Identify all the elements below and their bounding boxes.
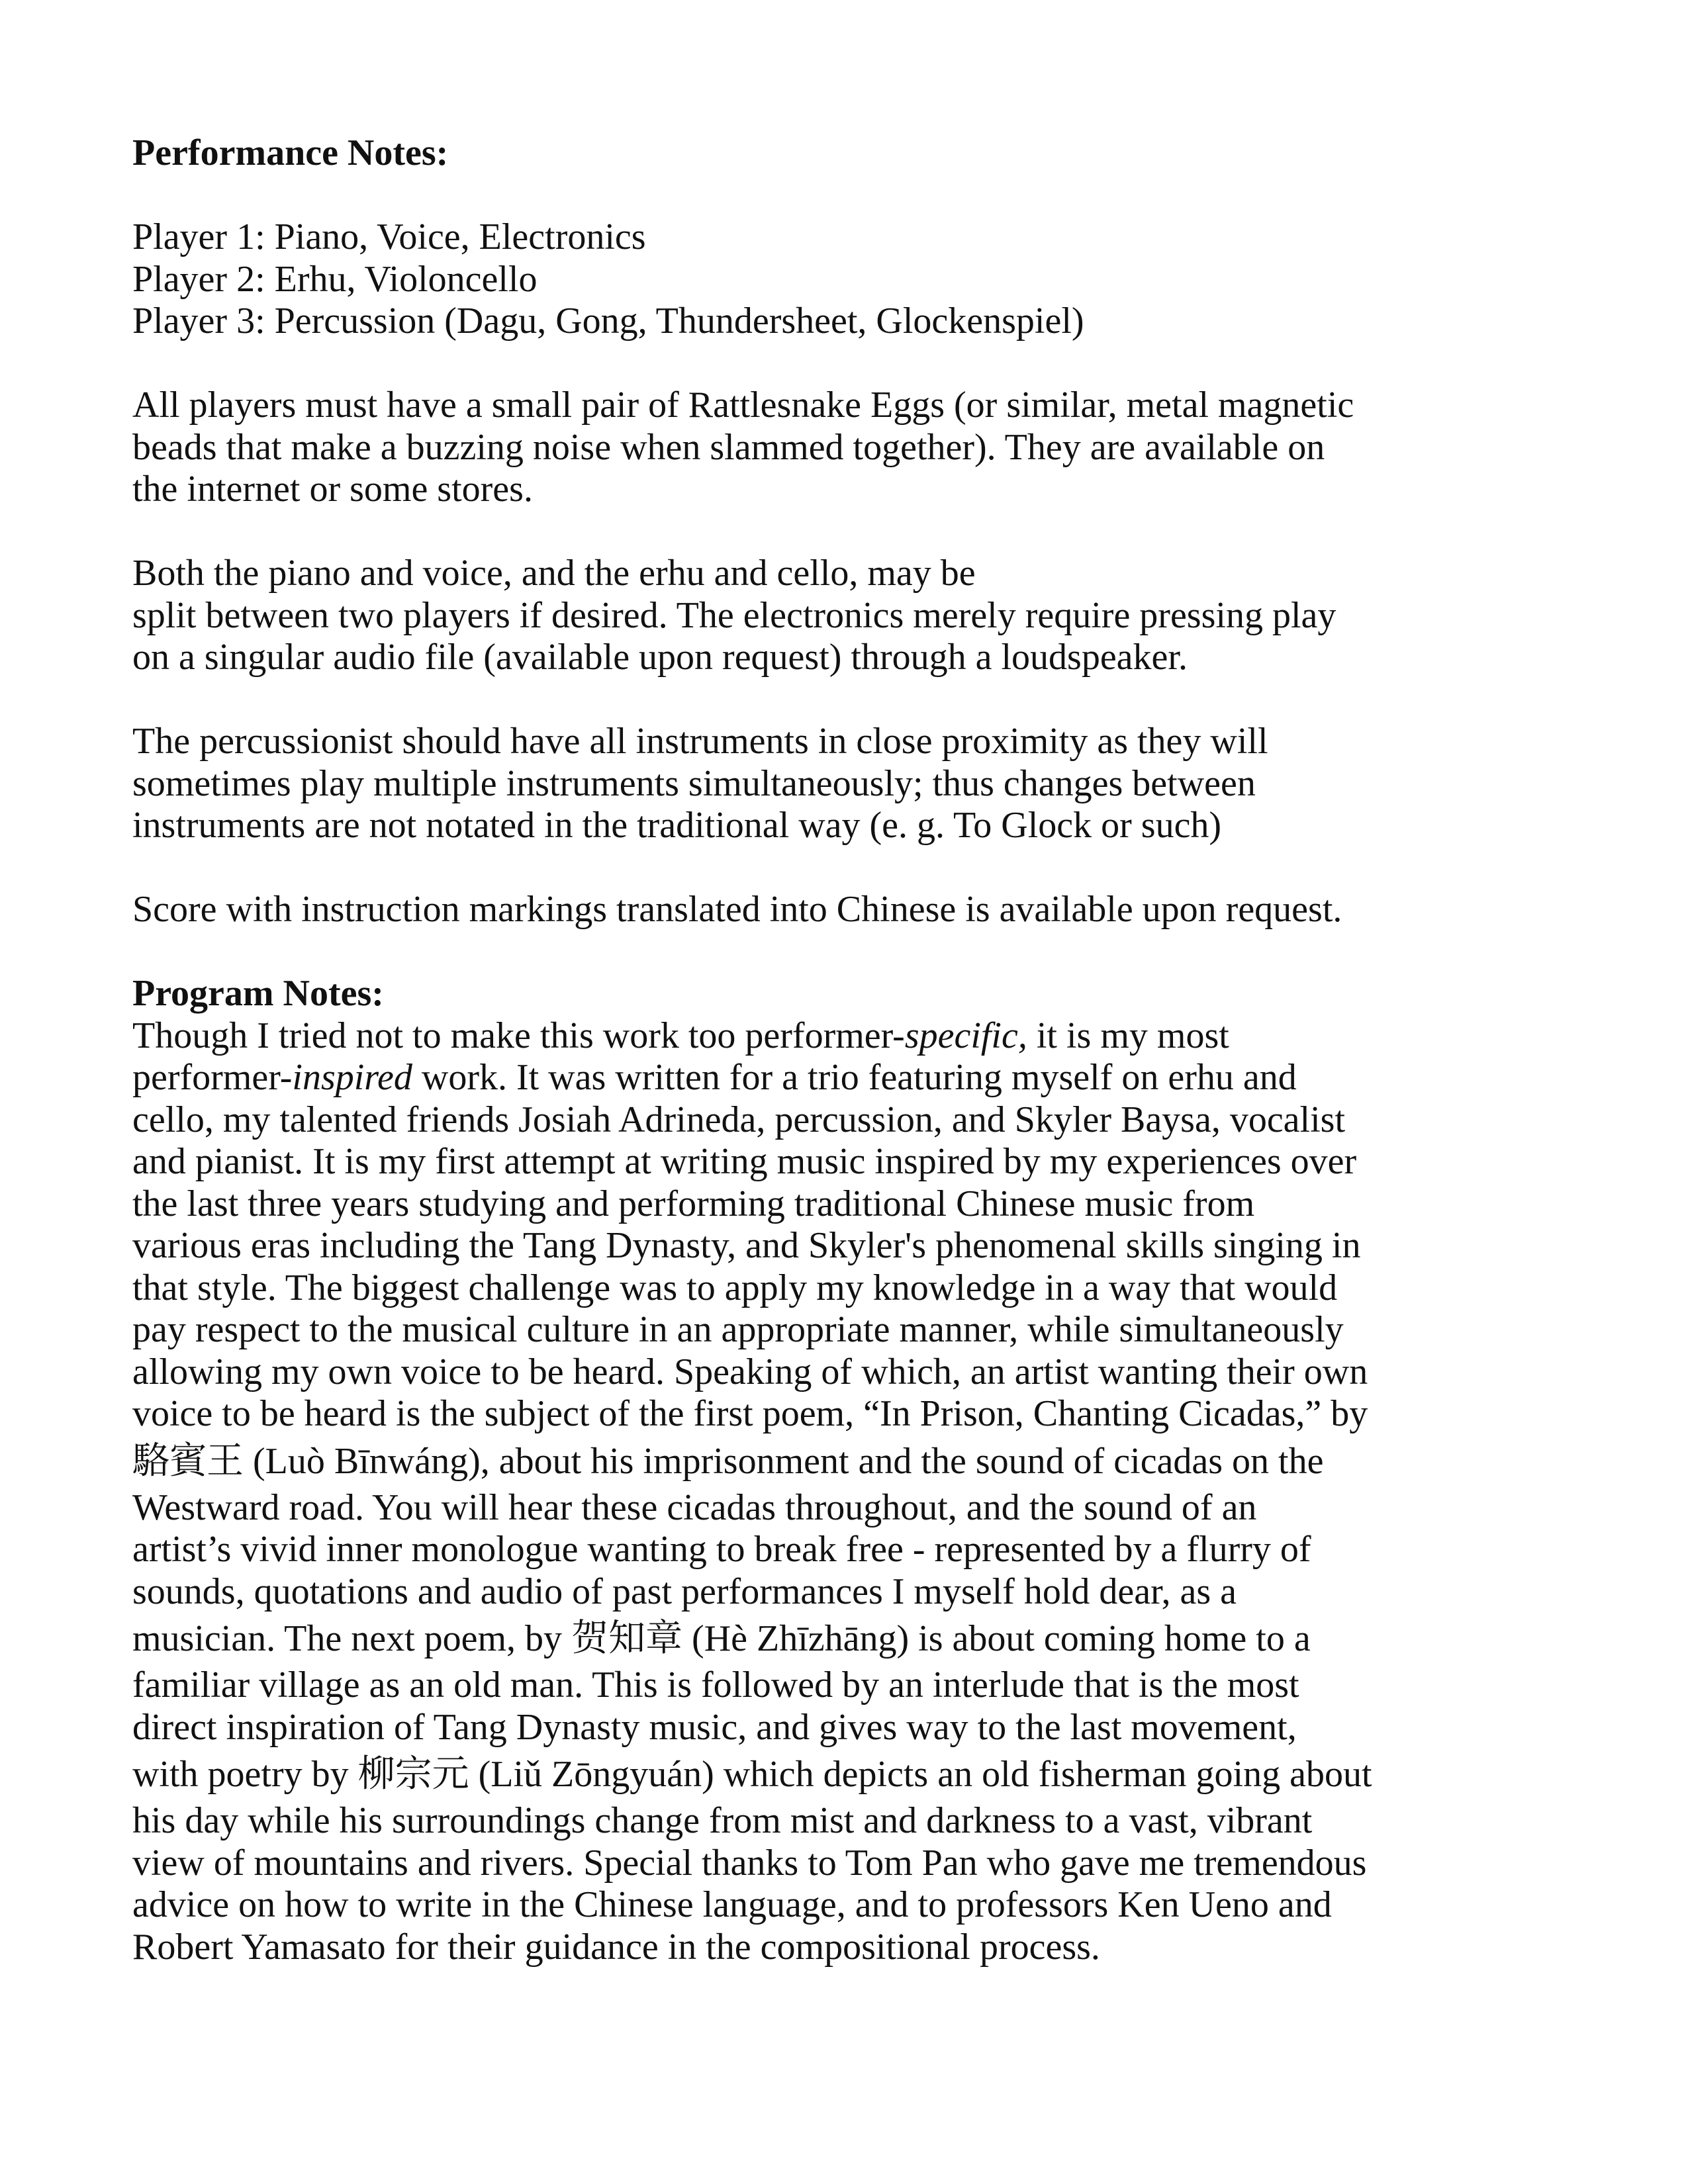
emphasis-specific: specific, [904,1015,1027,1056]
program-notes-line: and pianist. It is my first attempt at writing music inspired by my experiences over [132,1141,1357,1182]
program-notes-line: voice to be heard is the subject of the first poem, “In Prison, Chanting Cicadas,” by [132,1393,1368,1434]
percussion-note-line-3: instruments are not notated in the traditional way (e. g. To Glock or such) [132,805,1222,846]
spacer [132,931,1575,974]
spacer [132,511,1575,553]
program-notes-line: his day while his surroundings change from mist and darkness to a vast, vibrant [132,1800,1313,1841]
program-notes-line: allowing my own voice to be heard. Speaking of which, an artist wanting their own [132,1351,1368,1392]
spacer [132,679,1575,721]
text-run: Though I tried not to make this work too performer- [132,1015,905,1056]
percussion-note-line-2: sometimes play multiple instruments simultaneously; thus changes between [132,762,1256,804]
program-notes-line: direct inspiration of Tang Dynasty music, and gives way to the last movement, [132,1706,1297,1748]
emphasis-inspired: inspired [292,1057,412,1098]
program-notes-line [132,1057,1575,1099]
split-players-line-2: split between two players if desired. The electronics merely require pressing play [132,594,1336,636]
percussion-note-line-1: The percussionist should have all instruments in close proximity as they will [132,721,1268,762]
player-3-line: Player 3: Percussion (Dagu, Gong, Thundersheet, Glockenspiel) [132,300,1084,341]
program-notes-line [132,1015,1575,1058]
rattlesnake-eggs-line-3: the internet or some stores. [132,469,533,510]
text-run: performer- [132,1057,293,1098]
spacer [132,175,1575,217]
program-notes-line: artist’s vivid inner monologue wanting to break free - represented by a flurry of [132,1529,1311,1570]
rattlesnake-eggs-line-2: beads that make a buzzing noise when slammed together). They are available on [132,426,1325,468]
program-notes-line: musician. The next poem, by 贺知章 (Hè Zhīzhāng) is about coming home to a [132,1618,1311,1659]
program-notes-line: that style. The biggest challenge was to apply my knowledge in a way that would [132,1267,1338,1308]
split-players-line-1: Both the piano and voice, and the erhu and cello, may be [132,553,976,594]
program-notes-line: sounds, quotations and audio of past performances I myself hold dear, as a [132,1570,1237,1612]
program-notes-line: Westward road. You will hear these cicadas throughout, and the sound of an [132,1486,1257,1528]
text-run: work. It was written for a trio featuring myself on erhu and [412,1057,1297,1098]
document-page [132,132,1575,1968]
program-notes-line: the last three years studying and performing traditional Chinese music from [132,1183,1255,1224]
program-notes-line: pay respect to the musical culture in an appropriate manner, while simultaneously [132,1309,1344,1350]
spacer [132,343,1575,385]
player-1-line: Player 1: Piano, Voice, Electronics [132,216,646,257]
program-notes-heading: Program Notes: [132,973,384,1014]
spacer [132,847,1575,889]
program-notes-line: Robert Yamasato for their guidance in the compositional process. [132,1926,1100,1968]
split-players-line-3: on a singular audio file (available upon request) through a loudspeaker. [132,637,1188,678]
player-2-line: Player 2: Erhu, Violoncello [132,258,538,300]
program-notes-line: cello, my talented friends Josiah Adrineda, percussion, and Skyler Baysa, vocalist [132,1099,1346,1140]
program-notes-line: 駱賓王 (Luò Bīnwáng), about his imprisonment and the sound of cicadas on the [132,1440,1324,1482]
program-notes-line: view of mountains and rivers. Special thanks to Tom Pan who gave me tremendous [132,1842,1367,1884]
text-run: it is my most [1027,1015,1229,1056]
program-notes-line: familiar village as an old man. This is followed by an interlude that is the most [132,1664,1299,1706]
program-notes-line: with poetry by 柳宗元 (Liǔ Zōngyuán) which depicts an old fisherman going about [132,1754,1372,1795]
rattlesnake-eggs-line-1: All players must have a small pair of Rattlesnake Eggs (or similar, metal magnetic [132,385,1354,426]
score-translation-line: Score with instruction markings translated into Chinese is available upon request. [132,889,1342,930]
program-notes-line: various eras including the Tang Dynasty, and Skyler's phenomenal skills singing in [132,1225,1361,1266]
program-notes-line: advice on how to write in the Chinese language, and to professors Ken Ueno and [132,1884,1332,1925]
performance-notes-heading: Performance Notes: [132,132,449,173]
